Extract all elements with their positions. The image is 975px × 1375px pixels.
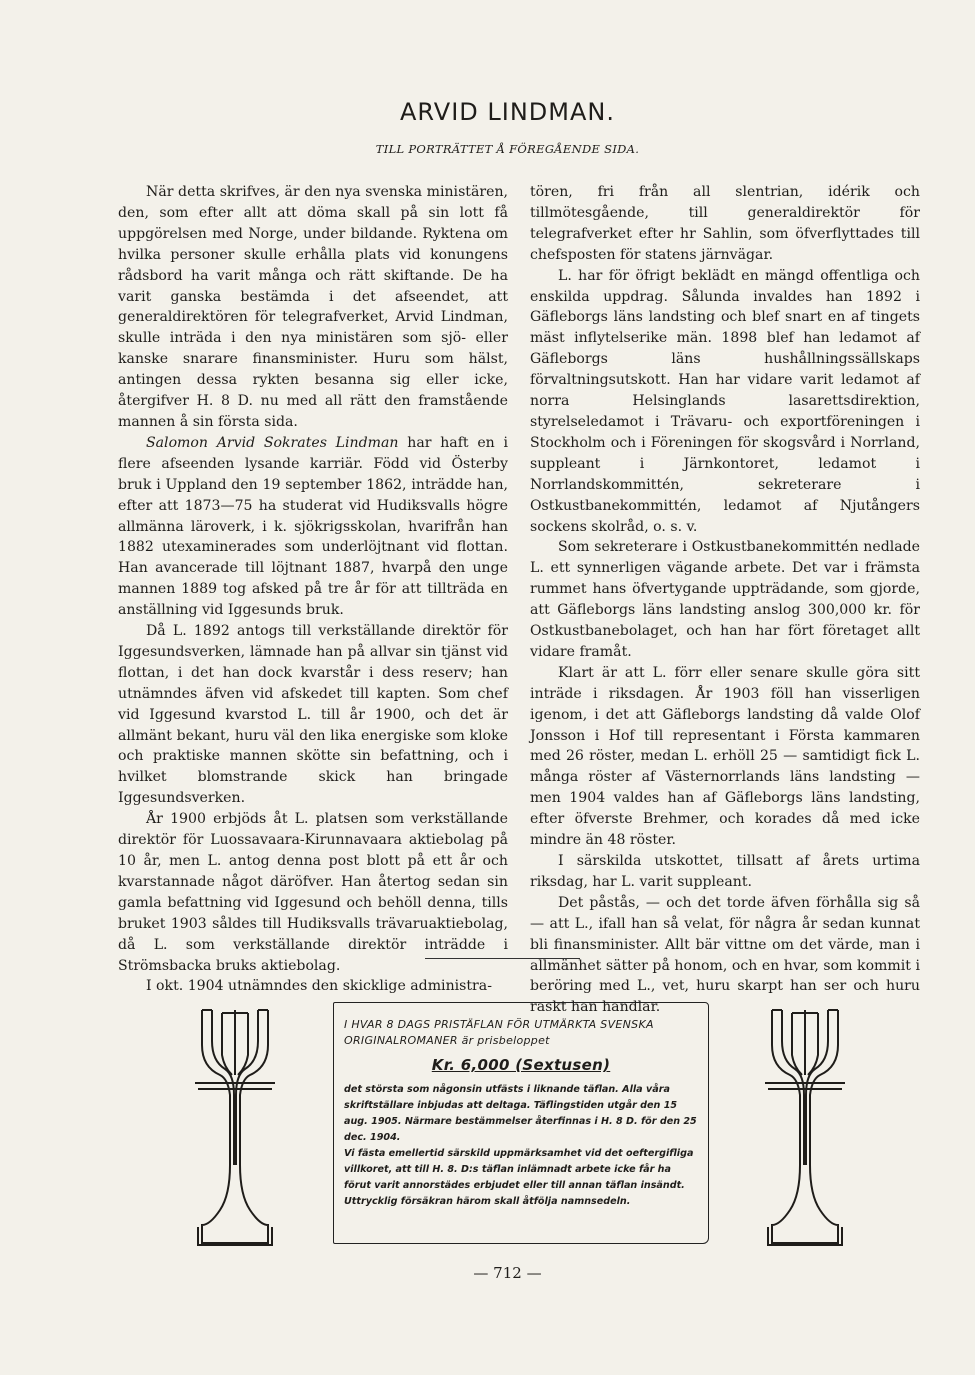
page-title: ARVID LINDMAN. <box>400 98 615 126</box>
paragraph: När detta skrifves, är den nya svenska ministären, den, som efter allt att döma skall på sin lott få uppgörelsen med Norge, under bildande. Ryktena om hvilka personer skulle erhålla plats vid konungens rådsbord ha varit många och rätt skiftande. De ha varit ganska bestämda i det afseendet, att generaldirektören för telegrafverket, Arvid Lindman, skulle inträda i den nya ministären som sjö- eller kanske snarare finansminister. Huru som hälst, antingen dessa rykten besanna sig eller icke, återgifver H. 8 D. nu med all rätt den framstående mannen å sin första sida. <box>118 184 508 430</box>
candelabra-ornament-icon <box>190 1005 280 1250</box>
person-name: Salomon Arvid Sokrates Lindman <box>146 434 399 451</box>
paragraph: Det påstås, — och det torde äfven förhålla sig så — att L., ifall han så velat, för några år sedan kunnat bli finansminister. Allt bär vittne om det värde, man i allmänhet sätter på honom, och en hvar, som kommit i beröring med L., vet, huru skarpt han ser och huru raskt han handlar. <box>530 894 920 1016</box>
ad-headline: I HVAR 8 DAGS PRISTÄFLAN FÖR UTMÄRKTA SVENSKA ORIGINALROMANER är prisbeloppet <box>344 1018 654 1047</box>
paragraph: I särskilda utskottet, tillsatt af årets urtima riksdag, har L. varit suppleant. <box>530 853 920 890</box>
paragraph-text: har haft en i flere afseenden lysande karriär. Född vid Österby bruk i Uppland den 19 september 1862, inträdde han, efter att 1873—75 ha studerat vid Hudiksvalls högre allmänna läroverk, i k. sjökrigsskolan, hvarifrån han 1882 utexaminerades som underlöjtnant vid flottan. Han avancerade till löjtnant 1887, hvarpå den unge mannen 1889 tog afsked på tre år för att tillträda en anställning vid Iggesunds bruk. <box>118 434 508 619</box>
page-subtitle: TILL PORTRÄTTET Å FÖREGÅENDE SIDA. <box>375 142 640 156</box>
paragraph: tören, fri från all slentrian, idérik och tillmötesgående, till generaldirektör för telegrafverket efter hr Sahlin, som öfverflyttades till chefsposten för statens järnvägar. <box>530 184 920 263</box>
paragraph <box>118 433 508 621</box>
paragraph: Som sekreterare i Ostkustbanekommittén nedlade L. ett synnerligen vägande arbete. Det var i främsta rummet hans öfvertygande uppträdande, som gjorde, att Gäfleborgs läns landsting anslog 300,000 kr. för Ostkustbanebolaget, och han har fört företaget allt vidare framåt. <box>530 539 920 660</box>
paragraph: I okt. 1904 utnämndes den skicklige administra- <box>146 978 492 995</box>
candelabra-ornament-icon <box>760 1005 850 1250</box>
advertisement-box <box>333 1002 709 1244</box>
paragraph: Då L. 1892 antogs till verkställande direktör för Iggesundsverken, lämnade han på allvar sin tjänst vid flottan, i det han dock kvarstår i dess reserv; han utnämndes äfven vid afskedet till kapten. Som chef vid Iggesund kvarstod L. till år 1900, och det är allmänt bekant, huru väl den lika energiske som kloke och praktiske mannen skötte sin befattning, och i hvilket blomstrande skick han bringade Iggesundsverken. <box>118 623 508 807</box>
paragraph: L. har för öfrigt beklädt en mängd offentliga och enskilda uppdrag. Sålunda invaldes han 1892 i Gäfleborgs läns landsting och blef snart en af tingets mäst inflytelserike män. 1898 blef han ledamot af Gäfleborgs läns hushållningssällskaps förvaltningsutskott. Han har vidare varit ledamot af norra Helsinglands lasarettsdirektion, styrelseledamot i Trävaru- och exportföreningen i Stockholm och i Föreningen för skogsvård i Norrland, suppleant i Järnkontoret, ledamot i Norrlandskommittén, sekreterare i Ostkustbanekommittén, ledamot af Njutångers sockens skolråd, o. s. v. <box>530 267 920 535</box>
ad-price: Kr. 6,000 (Sextusen) <box>431 1056 611 1074</box>
page-number: — 712 — <box>473 1264 542 1282</box>
left-column <box>118 182 508 997</box>
ad-body: det största som någonsin utfästs i liknande täflan. Alla våra skriftställare inbjudas att deltaga. Täflingstiden utgår den 15 aug. 1905. Närmare bestämmelser återfinnas i H. 8 D. för den 25 dec. 1904. <box>344 1084 697 1143</box>
paragraph: År 1900 erbjöds åt L. platsen som verkställande direktör för Luossavaara-Kirunnavaara aktiebolag på 10 år, men L. antog denna post blott på ett år och kvarstannade något däröfver. Han återtog sedan sin gamla befattning vid Iggesund och behöll denna, tills bruket 1903 såldes till Hudiksvalls trävaruaktiebolag, då L. som verkställande direktör inträdde i Strömsbacka bruks aktiebolag. <box>118 811 508 974</box>
right-column <box>530 182 920 1018</box>
ad-note: Vi fästa emellertid särskild uppmärksamhet vid det oeftergifliga villkoret, att till H. 8. D:s täflan inlämnadt arbete icke får ha förut varit annorstädes erbjudet eller till annan täflan insändt. Uttrycklig försäkran härom skall åtfölja namnsedeln. <box>344 1148 694 1207</box>
paragraph: Klart är att L. förr eller senare skulle göra sitt inträde i riksdagen. År 1903 föll han visserligen igenom, i det att Gäfleborgs landsting då valde Olof Jonsson i Hof till representant i Första kammaren med 26 röster, medan L. erhöll 25 — samtidigt fick L. många röster af Västernorrlands läns landsting — men 1904 valdes han af Gäfleborgs läns landsting, efter öfverste Brehmer, och korades då med icke mindre än 48 röster. <box>530 664 920 849</box>
section-divider <box>425 958 580 959</box>
